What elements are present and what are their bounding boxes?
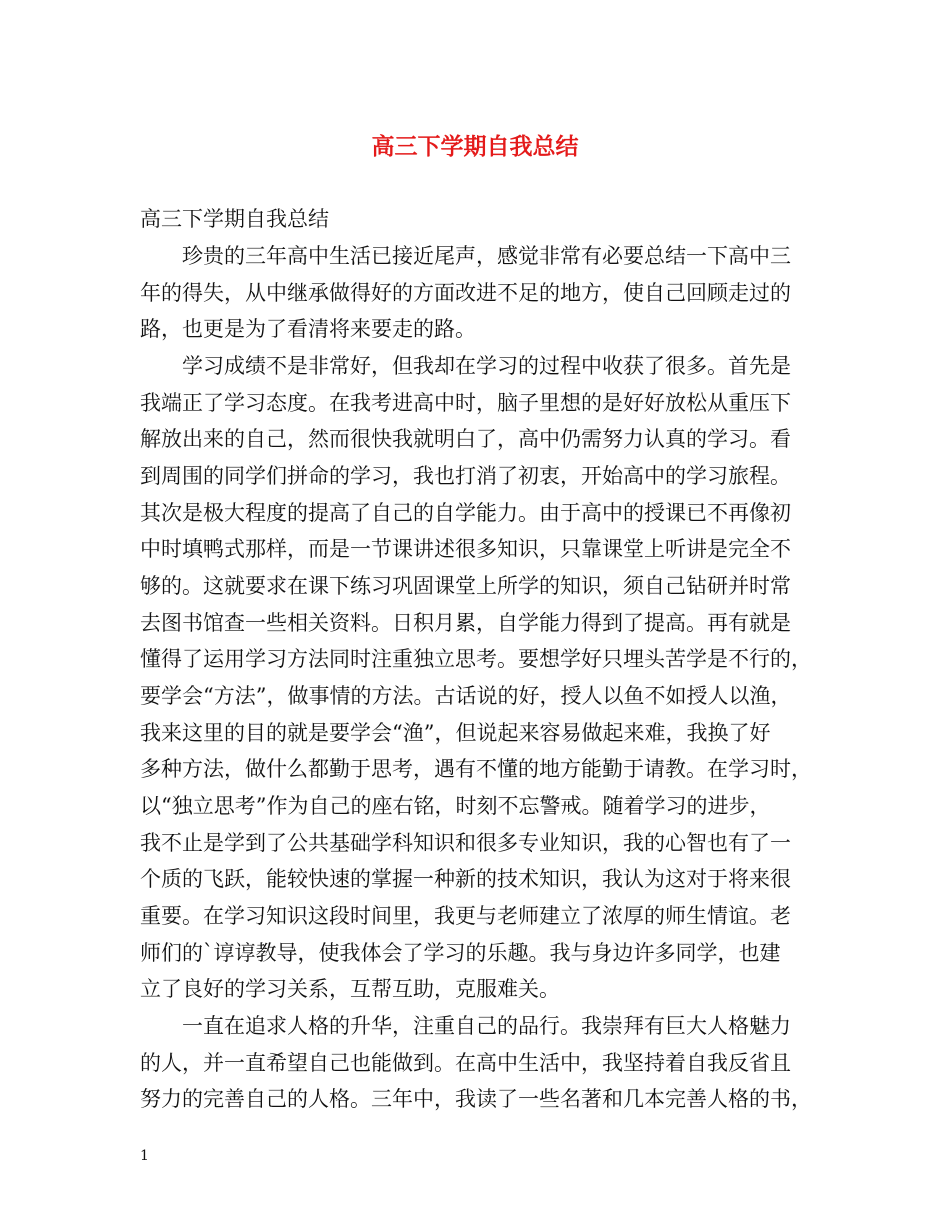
text-line: 路，也更是为了看清将来要走的路。 (140, 317, 476, 341)
text-line: 个质的飞跃，能较快速的掌握一种新的技术知识，我认为这对于将来很 (140, 867, 791, 891)
text-line: 立了良好的学习关系，互帮互助，克服难关。 (140, 977, 560, 1001)
page-number: 1 (140, 1148, 149, 1164)
text-line: 到周围的同学们拼命的学习，我也打消了初衷，开始高中的学习旅程。 (140, 464, 791, 488)
text-line: 年的得失，从中继承做得好的方面改进不足的地方，使自己回顾走过的 (140, 281, 791, 305)
text-line: 师们的`谆谆教导，使我体会了学习的乐趣。我与身边许多同学，也建 (140, 941, 781, 965)
text-line: 学习成绩不是非常好，但我却在学习的过程中收获了很多。首先是 (182, 354, 791, 378)
text-line: 努力的完善自己的人格。三年中，我读了一些名著和几本完善人格的书， (140, 1087, 812, 1111)
text-line: 一直在追求人格的升华，注重自己的品行。我崇拜有巨大人格魅力 (182, 1014, 791, 1038)
text-line: 懂得了运用学习方法同时注重独立思考。要想学好只埋头苦学是不行的， (140, 647, 812, 671)
text-line: 要学会“方法”，做事情的方法。古话说的好，授人以鱼不如授人以渔， (140, 684, 792, 708)
text-line: 解放出来的自己，然而很快我就明白了，高中仍需努力认真的学习。看 (140, 427, 791, 451)
text-line: 够的。这就要求在课下练习巩固课堂上所学的知识，须自己钻研并时常 (140, 574, 791, 598)
text-line: 珍贵的三年高中生活已接近尾声，感觉非常有必要总结一下高中三 (182, 244, 791, 268)
subheading: 高三下学期自我总结 (140, 207, 329, 231)
text-line: 我不止是学到了公共基础学科知识和很多专业知识，我的心智也有了一 (140, 831, 791, 855)
text-line: 去图书馆查一些相关资料。日积月累，自学能力得到了提高。再有就是 (140, 611, 791, 635)
text-line: 中时填鸭式那样，而是一节课讲述很多知识，只靠课堂上听讲是完全不 (140, 537, 791, 561)
text-line: 多种方法，做什么都勤于思考，遇有不懂的地方能勤于请教。在学习时， (140, 757, 812, 781)
text-line: 以“独立思考”作为自己的座右铭，时刻不忘警戒。随着学习的进步， (140, 794, 771, 818)
text-line: 其次是极大程度的提高了自己的自学能力。由于高中的授课已不再像初 (140, 501, 791, 525)
text-line: 我来这里的目的就是要学会“渔”，但说起来容易做起来难，我换了好 (140, 721, 771, 745)
text-line: 我端正了学习态度。在我考进高中时，脑子里想的是好好放松从重压下 (140, 391, 791, 415)
document-title: 高三下学期自我总结 (371, 133, 579, 160)
text-line: 的人，并一直希望自己也能做到。在高中生活中，我坚持着自我反省且 (140, 1051, 791, 1075)
text-line: 重要。在学习知识这段时间里，我更与老师建立了浓厚的师生情谊。老 (140, 904, 791, 928)
